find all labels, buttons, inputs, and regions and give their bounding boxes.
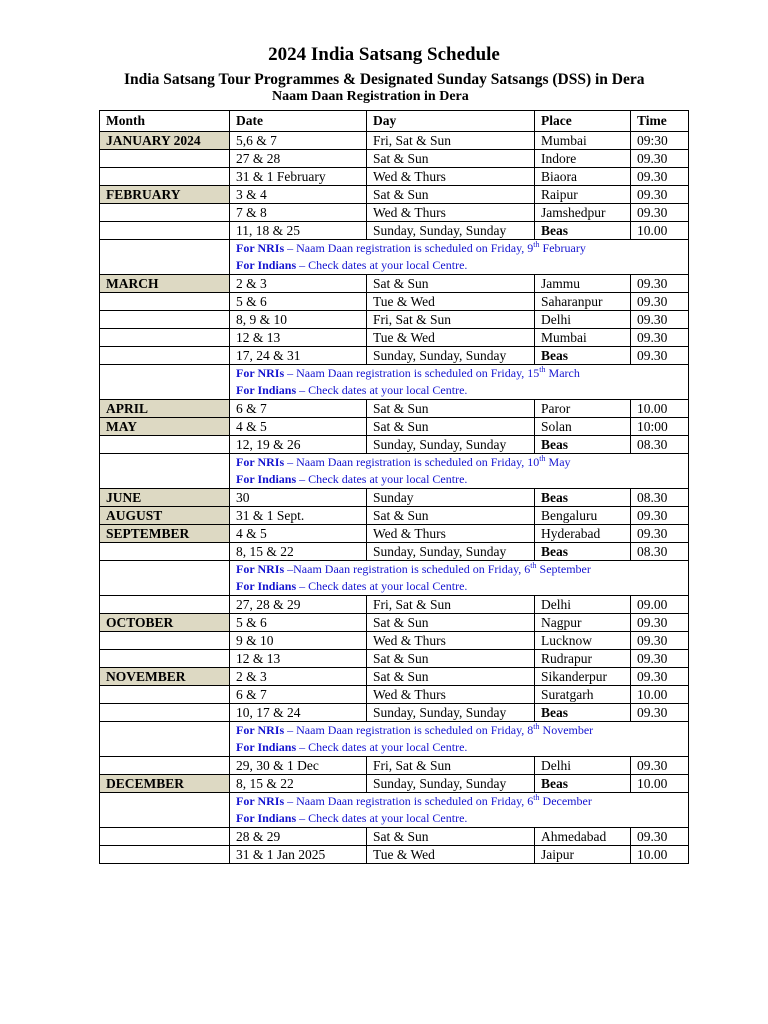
date-cell: 5 & 6 (230, 293, 367, 311)
date-cell: 5,6 & 7 (230, 132, 367, 150)
month-cell (100, 240, 230, 275)
table-row (100, 828, 689, 846)
day-cell: Sunday, Sunday, Sunday (367, 436, 535, 454)
table-row (100, 329, 689, 347)
time-cell: 09.30 (631, 311, 689, 329)
time-cell: 10:00 (631, 418, 689, 436)
place-cell: Nagpur (535, 614, 631, 632)
month-cell (100, 561, 230, 596)
month-cell (100, 204, 230, 222)
table-row (100, 775, 689, 793)
day-cell: Wed & Thurs (367, 204, 535, 222)
schedule-table (99, 110, 689, 864)
nri-label: For NRIs (236, 366, 285, 380)
nri-text: –Naam Daan registration is scheduled on Friday, 6 (284, 562, 531, 576)
note-row (100, 793, 689, 828)
table-row (100, 150, 689, 168)
column-header-date: Date (230, 111, 367, 132)
month-cell (100, 222, 230, 240)
nri-note-line (236, 561, 688, 578)
month-cell: AUGUST (100, 507, 230, 525)
date-cell: 4 & 5 (230, 525, 367, 543)
time-cell: 09.30 (631, 668, 689, 686)
month-cell: OCTOBER (100, 614, 230, 632)
date-cell: 7 & 8 (230, 204, 367, 222)
place-cell: Beas (535, 436, 631, 454)
day-cell: Sunday, Sunday, Sunday (367, 704, 535, 722)
time-cell: 08.30 (631, 489, 689, 507)
time-cell: 10.00 (631, 846, 689, 864)
month-cell (100, 722, 230, 757)
time-cell: 09.30 (631, 204, 689, 222)
date-cell: 27 & 28 (230, 150, 367, 168)
day-cell: Sat & Sun (367, 186, 535, 204)
place-cell: Biaora (535, 168, 631, 186)
place-cell: Jammu (535, 275, 631, 293)
place-cell: Rudrapur (535, 650, 631, 668)
indian-label: For Indians (236, 383, 297, 397)
table-row (100, 650, 689, 668)
page-title: 2024 India Satsang Schedule (268, 44, 500, 65)
day-cell: Sat & Sun (367, 275, 535, 293)
date-cell: 12, 19 & 26 (230, 436, 367, 454)
nri-date-suffix: th (533, 240, 540, 249)
table-row (100, 507, 689, 525)
time-cell: 08.30 (631, 436, 689, 454)
time-cell: 09.30 (631, 329, 689, 347)
month-cell (100, 686, 230, 704)
day-cell: Sat & Sun (367, 668, 535, 686)
date-cell: 29, 30 & 1 Dec (230, 757, 367, 775)
date-cell: 3 & 4 (230, 186, 367, 204)
note-row (100, 722, 689, 757)
nri-note-line (236, 722, 688, 739)
table-header-row (100, 111, 689, 132)
time-cell: 09.30 (631, 614, 689, 632)
day-cell: Tue & Wed (367, 329, 535, 347)
date-cell: 9 & 10 (230, 632, 367, 650)
date-cell: 28 & 29 (230, 828, 367, 846)
indian-label: For Indians (236, 472, 297, 486)
place-cell: Raipur (535, 186, 631, 204)
day-cell: Sunday (367, 489, 535, 507)
place-cell: Jamshedpur (535, 204, 631, 222)
date-cell: 4 & 5 (230, 418, 367, 436)
table-row (100, 132, 689, 150)
day-cell: Sat & Sun (367, 507, 535, 525)
month-cell: JUNE (100, 489, 230, 507)
nri-label: For NRIs (236, 794, 285, 808)
time-cell: 09.30 (631, 507, 689, 525)
time-cell: 09.30 (631, 186, 689, 204)
column-header-place: Place (535, 111, 631, 132)
nri-label: For NRIs (236, 241, 285, 255)
day-cell: Tue & Wed (367, 846, 535, 864)
note-row (100, 365, 689, 400)
indian-note-line (236, 471, 688, 488)
indian-label: For Indians (236, 811, 297, 825)
month-cell: APRIL (100, 400, 230, 418)
month-cell (100, 150, 230, 168)
place-cell: Delhi (535, 596, 631, 614)
day-cell: Wed & Thurs (367, 632, 535, 650)
place-cell: Hyderabad (535, 525, 631, 543)
date-cell: 17, 24 & 31 (230, 347, 367, 365)
table-row (100, 275, 689, 293)
day-cell: Sat & Sun (367, 614, 535, 632)
column-header-time: Time (631, 111, 689, 132)
registration-note (230, 454, 689, 489)
place-cell: Jaipur (535, 846, 631, 864)
table-row (100, 400, 689, 418)
time-cell: 09.30 (631, 347, 689, 365)
nri-month: December (539, 794, 592, 808)
indian-note-line (236, 739, 688, 756)
date-cell: 12 & 13 (230, 329, 367, 347)
registration-note (230, 722, 689, 757)
nri-month: March (545, 366, 580, 380)
indian-label: For Indians (236, 740, 297, 754)
day-cell: Wed & Thurs (367, 168, 535, 186)
place-cell: Bengaluru (535, 507, 631, 525)
nri-text: – Naam Daan registration is scheduled on Friday, 6 (284, 794, 534, 808)
place-cell: Paror (535, 400, 631, 418)
table-row (100, 704, 689, 722)
registration-note (230, 561, 689, 596)
date-cell: 27, 28 & 29 (230, 596, 367, 614)
day-cell: Wed & Thurs (367, 686, 535, 704)
date-cell: 8, 9 & 10 (230, 311, 367, 329)
table-row (100, 686, 689, 704)
date-cell: 8, 15 & 22 (230, 543, 367, 561)
month-cell (100, 347, 230, 365)
date-cell: 2 & 3 (230, 275, 367, 293)
time-cell: 09.00 (631, 596, 689, 614)
time-cell: 09.30 (631, 757, 689, 775)
day-cell: Fri, Sat & Sun (367, 757, 535, 775)
day-cell: Sunday, Sunday, Sunday (367, 543, 535, 561)
nri-date-suffix: th (533, 722, 540, 731)
nri-text: – Naam Daan registration is scheduled on Friday, 15 (284, 366, 540, 380)
time-cell: 09.30 (631, 525, 689, 543)
indian-text: – Check dates at your local Centre. (296, 383, 468, 397)
indian-text: – Check dates at your local Centre. (296, 472, 468, 486)
month-cell (100, 828, 230, 846)
table-row (100, 668, 689, 686)
date-cell: 8, 15 & 22 (230, 775, 367, 793)
nri-date-suffix: th (533, 793, 540, 802)
day-cell: Sunday, Sunday, Sunday (367, 347, 535, 365)
day-cell: Sat & Sun (367, 400, 535, 418)
date-cell: 31 & 1 Sept. (230, 507, 367, 525)
table-row (100, 489, 689, 507)
place-cell: Beas (535, 489, 631, 507)
table-row (100, 168, 689, 186)
table-row (100, 525, 689, 543)
page-subtitle-registration: Naam Daan Registration in Dera (272, 89, 469, 104)
month-cell (100, 293, 230, 311)
table-row (100, 436, 689, 454)
month-cell: MAY (100, 418, 230, 436)
nri-month: February (539, 241, 586, 255)
time-cell: 09.30 (631, 828, 689, 846)
registration-note (230, 240, 689, 275)
page-subtitle: India Satsang Tour Programmes & Designated Sunday Satsangs (DSS) in Dera (124, 71, 645, 88)
month-cell (100, 596, 230, 614)
nri-note-line (236, 454, 688, 471)
time-cell: 09:30 (631, 132, 689, 150)
month-cell: SEPTEMBER (100, 525, 230, 543)
nri-text: – Naam Daan registration is scheduled on Friday, 9 (284, 241, 534, 255)
time-cell: 09.30 (631, 650, 689, 668)
place-cell: Beas (535, 222, 631, 240)
place-cell: Suratgarh (535, 686, 631, 704)
indian-label: For Indians (236, 579, 297, 593)
time-cell: 08.30 (631, 543, 689, 561)
place-cell: Saharanpur (535, 293, 631, 311)
time-cell: 10.00 (631, 222, 689, 240)
table-row (100, 846, 689, 864)
nri-text: – Naam Daan registration is scheduled on Friday, 8 (284, 723, 534, 737)
table-row (100, 614, 689, 632)
time-cell: 09.30 (631, 632, 689, 650)
table-row (100, 347, 689, 365)
indian-text: – Check dates at your local Centre. (296, 740, 468, 754)
month-cell (100, 704, 230, 722)
place-cell: Mumbai (535, 329, 631, 347)
indian-note-line (236, 257, 688, 274)
nri-date-suffix: th (530, 561, 537, 570)
month-cell: DECEMBER (100, 775, 230, 793)
date-cell: 5 & 6 (230, 614, 367, 632)
day-cell: Sat & Sun (367, 650, 535, 668)
indian-note-line (236, 810, 688, 827)
indian-note-line (236, 578, 688, 595)
date-cell: 10, 17 & 24 (230, 704, 367, 722)
nri-month: September (536, 562, 591, 576)
time-cell: 10.00 (631, 686, 689, 704)
time-cell: 09.30 (631, 275, 689, 293)
day-cell: Sunday, Sunday, Sunday (367, 775, 535, 793)
table-row (100, 204, 689, 222)
month-cell (100, 168, 230, 186)
place-cell: Beas (535, 347, 631, 365)
table-row (100, 311, 689, 329)
month-cell (100, 632, 230, 650)
date-cell: 31 & 1 February (230, 168, 367, 186)
indian-label: For Indians (236, 258, 297, 272)
month-cell (100, 365, 230, 400)
note-row (100, 240, 689, 275)
nri-note-line (236, 793, 688, 810)
month-cell (100, 846, 230, 864)
month-cell (100, 454, 230, 489)
time-cell: 10.00 (631, 775, 689, 793)
date-cell: 6 & 7 (230, 686, 367, 704)
month-cell (100, 543, 230, 561)
nri-note-line (236, 365, 688, 382)
place-cell: Lucknow (535, 632, 631, 650)
date-cell: 6 & 7 (230, 400, 367, 418)
table-row (100, 596, 689, 614)
nri-month: November (539, 723, 594, 737)
place-cell: Beas (535, 775, 631, 793)
date-cell: 11, 18 & 25 (230, 222, 367, 240)
place-cell: Sikanderpur (535, 668, 631, 686)
indian-text: – Check dates at your local Centre. (296, 811, 468, 825)
nri-month: May (545, 455, 571, 469)
place-cell: Beas (535, 704, 631, 722)
indian-text: – Check dates at your local Centre. (296, 258, 468, 272)
table-row (100, 222, 689, 240)
note-row (100, 561, 689, 596)
time-cell: 09.30 (631, 150, 689, 168)
table-row (100, 418, 689, 436)
column-header-month: Month (100, 111, 230, 132)
month-cell (100, 793, 230, 828)
place-cell: Indore (535, 150, 631, 168)
table-row (100, 293, 689, 311)
month-cell (100, 757, 230, 775)
registration-note (230, 365, 689, 400)
day-cell: Sat & Sun (367, 150, 535, 168)
place-cell: Mumbai (535, 132, 631, 150)
day-cell: Sunday, Sunday, Sunday (367, 222, 535, 240)
nri-date-suffix: th (539, 365, 546, 374)
table-row (100, 632, 689, 650)
month-cell: NOVEMBER (100, 668, 230, 686)
time-cell: 09.30 (631, 293, 689, 311)
nri-note-line (236, 240, 688, 257)
nri-text: – Naam Daan registration is scheduled on Friday, 10 (284, 455, 540, 469)
nri-label: For NRIs (236, 723, 285, 737)
place-cell: Ahmedabad (535, 828, 631, 846)
day-cell: Fri, Sat & Sun (367, 311, 535, 329)
time-cell: 09.30 (631, 704, 689, 722)
time-cell: 09.30 (631, 168, 689, 186)
place-cell: Delhi (535, 757, 631, 775)
day-cell: Sat & Sun (367, 828, 535, 846)
date-cell: 31 & 1 Jan 2025 (230, 846, 367, 864)
month-cell (100, 650, 230, 668)
registration-note (230, 793, 689, 828)
table-row (100, 757, 689, 775)
date-cell: 2 & 3 (230, 668, 367, 686)
column-header-day: Day (367, 111, 535, 132)
note-row (100, 454, 689, 489)
time-cell: 10.00 (631, 400, 689, 418)
month-cell (100, 311, 230, 329)
date-cell: 12 & 13 (230, 650, 367, 668)
indian-text: – Check dates at your local Centre. (296, 579, 468, 593)
month-cell (100, 436, 230, 454)
date-cell: 30 (230, 489, 367, 507)
month-cell: MARCH (100, 275, 230, 293)
place-cell: Delhi (535, 311, 631, 329)
day-cell: Wed & Thurs (367, 525, 535, 543)
month-cell: FEBRUARY (100, 186, 230, 204)
table-row (100, 186, 689, 204)
table-row (100, 543, 689, 561)
nri-date-suffix: th (539, 454, 546, 463)
nri-label: For NRIs (236, 562, 285, 576)
nri-label: For NRIs (236, 455, 285, 469)
indian-note-line (236, 382, 688, 399)
day-cell: Fri, Sat & Sun (367, 132, 535, 150)
schedule-body (100, 132, 689, 864)
month-cell: JANUARY 2024 (100, 132, 230, 150)
place-cell: Solan (535, 418, 631, 436)
place-cell: Beas (535, 543, 631, 561)
month-cell (100, 329, 230, 347)
day-cell: Sat & Sun (367, 418, 535, 436)
day-cell: Fri, Sat & Sun (367, 596, 535, 614)
day-cell: Tue & Wed (367, 293, 535, 311)
